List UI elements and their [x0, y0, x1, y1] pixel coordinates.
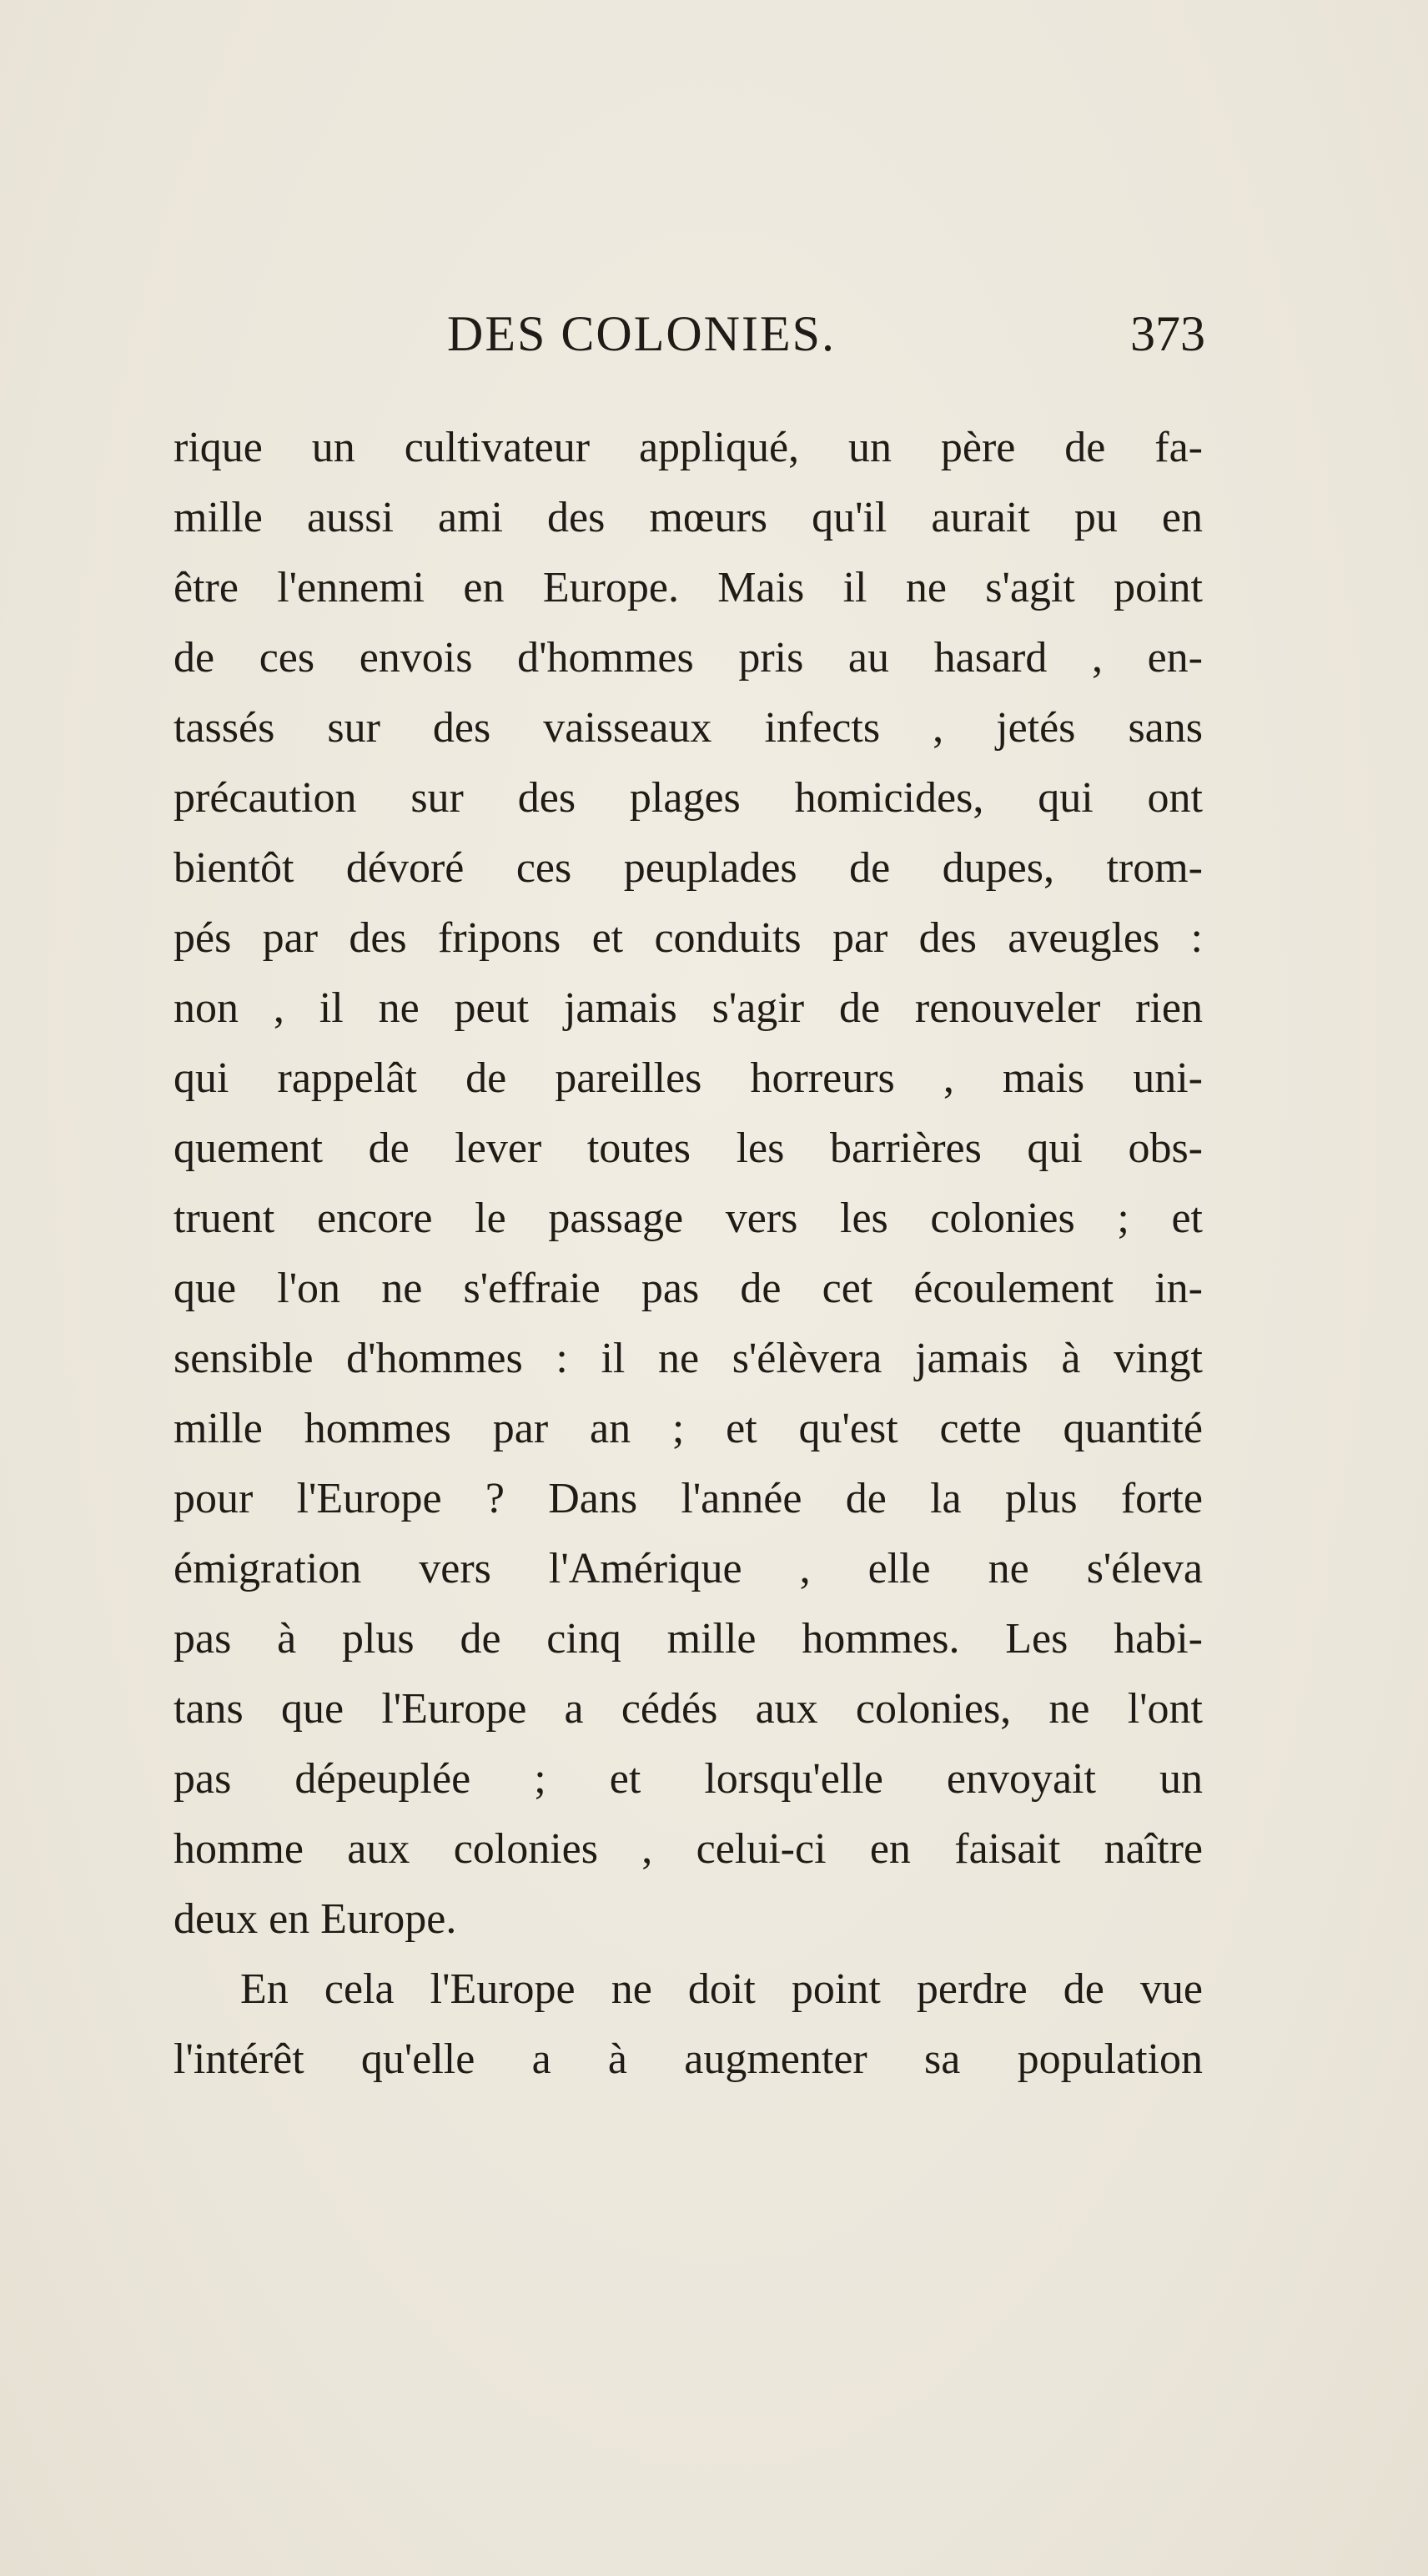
text-line: être l'ennemi en Europe. Mais il ne s'agit point [173, 564, 1203, 611]
text-line: pés par des fripons et conduits par des aveugles : [173, 914, 1203, 962]
text-line: précaution sur des plages homicides, qui ont [173, 774, 1203, 822]
text-line: émigration vers l'Amérique , elle ne s'éleva [173, 1545, 1203, 1592]
text-line: pas dépeuplée ; et lorsqu'elle envoyait un [173, 1755, 1203, 1803]
text-line: que l'on ne s'effraie pas de cet écoulement in- [173, 1265, 1203, 1312]
text-line: de ces envois d'hommes pris au hasard , en- [173, 634, 1203, 682]
text-line: mille hommes par an ; et qu'est cette quantité [173, 1405, 1203, 1452]
text-line: tassés sur des vaisseaux infects , jetés sans [173, 704, 1203, 752]
text-line: homme aux colonies , celui-ci en faisait naître [173, 1825, 1203, 1873]
text-line: quement de lever toutes les barrières qui obs- [173, 1124, 1203, 1172]
text-line: sensible d'hommes : il ne s'élèvera jamais à vingt [173, 1335, 1203, 1382]
text-line: non , il ne peut jamais s'agir de renouveler rien [173, 984, 1203, 1032]
body-text [173, 413, 1203, 2095]
paragraph [173, 1955, 1203, 2095]
text-line: tans que l'Europe a cédés aux colonies, ne l'ont [173, 1685, 1203, 1733]
text-line: rique un cultivateur appliqué, un père de fa- [173, 424, 1203, 471]
text-line: qui rappelât de pareilles horreurs , mais uni- [173, 1054, 1203, 1102]
text-line: En cela l'Europe ne doit point perdre de vue [240, 1965, 1203, 2013]
text-line: deux en Europe. [173, 1895, 457, 1943]
text-line: mille aussi ami des mœurs qu'il aurait pu en [173, 494, 1203, 541]
running-head [167, 300, 1205, 367]
page-number: 373 [1130, 306, 1205, 361]
paragraph [173, 413, 1203, 1955]
running-title: DES COLONIES. [447, 306, 837, 361]
text-line: bientôt dévoré ces peuplades de dupes, trom- [173, 844, 1203, 892]
text-line: pas à plus de cinq mille hommes. Les habi- [173, 1615, 1203, 1663]
text-line: l'intérêt qu'elle a à augmenter sa population [173, 2035, 1203, 2083]
text-line: pour l'Europe ? Dans l'année de la plus forte [173, 1475, 1203, 1522]
text-line: truent encore le passage vers les colonies ; et [173, 1195, 1203, 1242]
